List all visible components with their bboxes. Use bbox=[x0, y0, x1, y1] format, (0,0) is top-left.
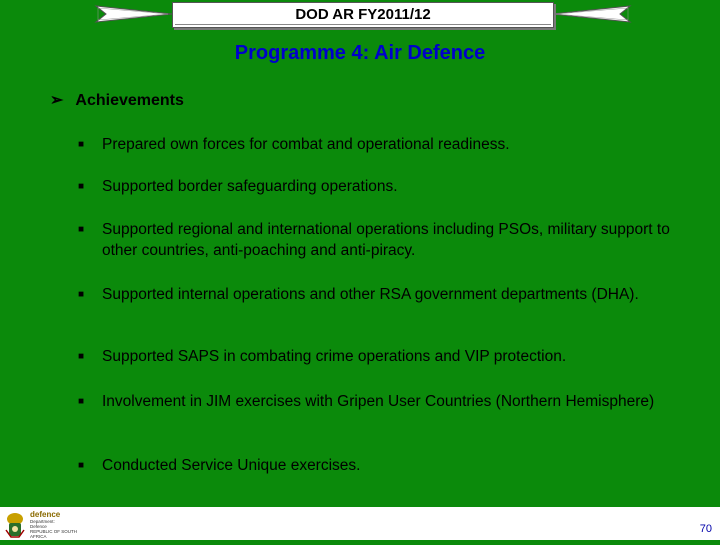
square-bullet-icon: ■ bbox=[78, 396, 85, 407]
square-bullet-icon: ■ bbox=[78, 139, 85, 150]
logo-line: REPUBLIC OF SOUTH AFRICA bbox=[30, 529, 78, 539]
footer-bar bbox=[0, 507, 720, 540]
coat-of-arms-icon bbox=[2, 510, 28, 540]
square-bullet-icon: ■ bbox=[78, 351, 85, 362]
page-number: 70 bbox=[699, 523, 712, 535]
list-item-text: Involvement in JIM exercises with Gripen User Countries (Northern Hemisphere) bbox=[102, 393, 655, 410]
list-item-text: Conducted Service Unique exercises. bbox=[102, 457, 361, 474]
list-item-text: Prepared own forces for combat and operational readiness. bbox=[102, 136, 510, 153]
square-bullet-icon: ■ bbox=[78, 224, 85, 235]
list-item bbox=[78, 284, 674, 305]
list-item bbox=[78, 176, 674, 197]
list-item-text: Supported SAPS in combating crime operations and VIP protection. bbox=[102, 348, 567, 365]
list-item bbox=[78, 346, 674, 367]
square-bullet-icon: ■ bbox=[78, 181, 85, 192]
section-heading-label: Achievements bbox=[75, 92, 184, 109]
logo-brand: defence bbox=[30, 510, 61, 519]
list-item bbox=[78, 134, 674, 155]
list-item-text: Supported internal operations and other RSA government departments (DHA). bbox=[102, 286, 639, 303]
list-item bbox=[78, 219, 674, 261]
report-label-box bbox=[172, 2, 554, 28]
logo-lines bbox=[30, 519, 82, 539]
logo-line: Department: bbox=[30, 519, 55, 524]
report-label: DOD AR FY2011/12 bbox=[295, 6, 431, 23]
slide-title: Programme 4: Air Defence bbox=[234, 42, 486, 64]
list-item-text: Supported regional and international operations including PSOs, military support to other countries, anti-poaching and anti-piracy. bbox=[102, 221, 670, 259]
logo-line: Defence bbox=[30, 524, 47, 529]
list-item-text: Supported border safeguarding operations. bbox=[102, 178, 398, 195]
arrow-bullet-icon: ➢ bbox=[50, 92, 64, 109]
section-heading bbox=[50, 90, 184, 110]
defence-logo bbox=[2, 510, 82, 540]
list-item bbox=[78, 455, 674, 476]
square-bullet-icon: ■ bbox=[78, 460, 85, 471]
list-item bbox=[78, 391, 674, 412]
square-bullet-icon: ■ bbox=[78, 289, 85, 300]
header-banner bbox=[0, 0, 720, 34]
